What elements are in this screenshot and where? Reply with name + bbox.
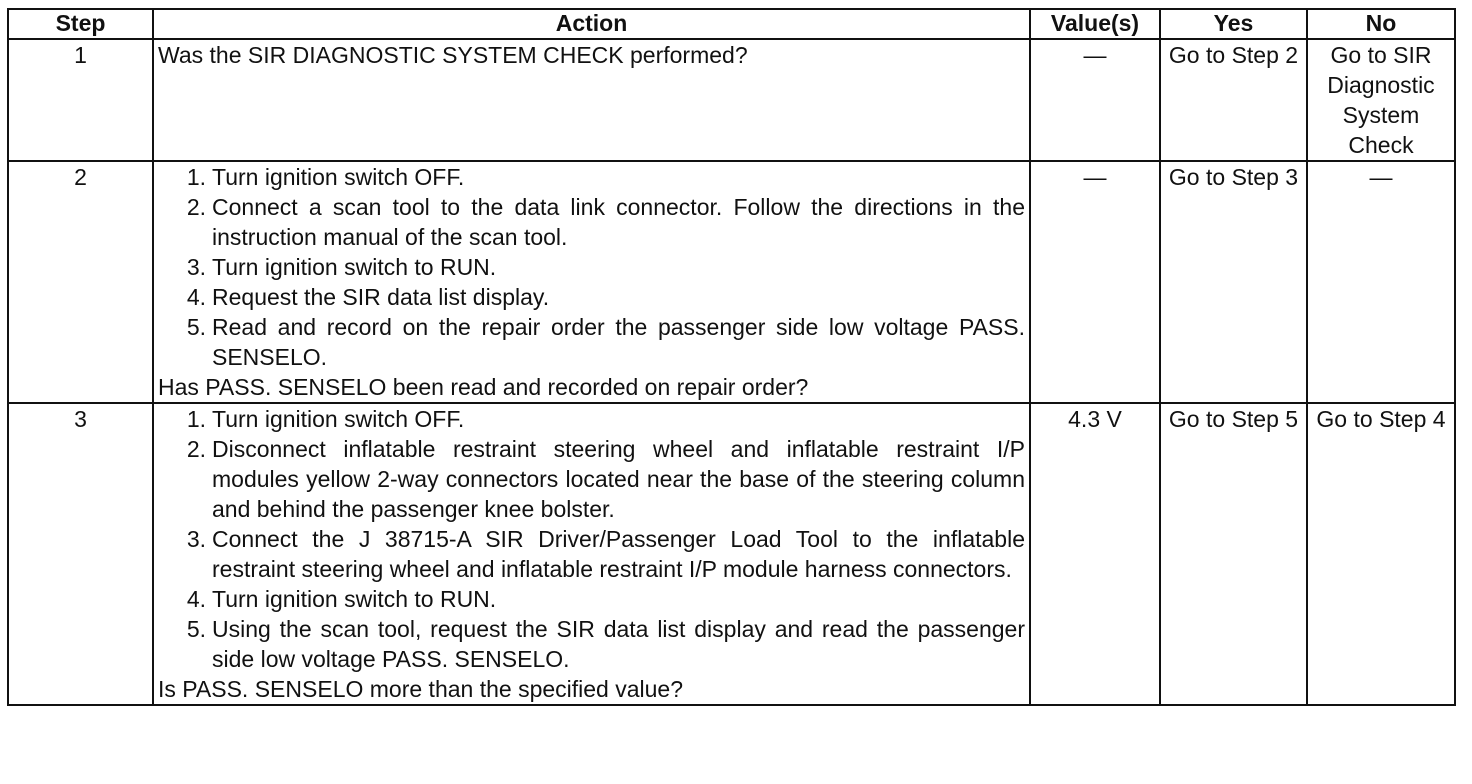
item-number: 1.: [186, 164, 206, 190]
item-number: 4.: [186, 586, 206, 612]
header-step: Step: [8, 9, 153, 39]
item-number: 2.: [186, 436, 206, 462]
header-yes: Yes: [1160, 9, 1307, 39]
item-number: 4.: [186, 284, 206, 310]
diagnostic-table: [7, 8, 1456, 706]
item-text: Turn ignition switch to RUN.: [212, 254, 497, 280]
table-row: [8, 161, 1455, 403]
action-question: Was the SIR DIAGNOSTIC SYSTEM CHECK performed?: [158, 42, 748, 68]
item-text: Disconnect inflatable restraint steering wheel and inflatable restraint I/P modules yellow 2-way connectors located near the base of the steering column and behind the passenger knee bolster.: [212, 436, 1025, 522]
step-number: 1: [8, 39, 153, 161]
action-item: [158, 524, 1025, 584]
action-cell: [153, 161, 1030, 403]
yes-cell: Go to Step 5: [1160, 403, 1307, 705]
item-text: Request the SIR data list display.: [212, 284, 550, 310]
header-action: Action: [153, 9, 1030, 39]
action-item: [158, 162, 1025, 192]
step-number: 2: [8, 161, 153, 403]
item-number: 1.: [186, 406, 206, 432]
header-row: [8, 9, 1455, 39]
item-text: Read and record on the repair order the passenger side low voltage PASS. SENSELO.: [212, 314, 1025, 370]
action-question: Is PASS. SENSELO more than the specified value?: [158, 676, 684, 702]
no-cell: —: [1307, 161, 1455, 403]
action-item: [158, 192, 1025, 252]
step-number: 3: [8, 403, 153, 705]
table-row: [8, 403, 1455, 705]
item-number: 3.: [186, 254, 206, 280]
action-item: [158, 404, 1025, 434]
action-cell: [153, 403, 1030, 705]
value-cell: —: [1030, 39, 1160, 161]
item-text: Using the scan tool, request the SIR data list display and read the passenger side low voltage PASS. SENSELO.: [212, 616, 1025, 672]
action-list: [158, 162, 1025, 372]
item-number: 5.: [186, 314, 206, 340]
value-cell: —: [1030, 161, 1160, 403]
action-item: [158, 282, 1025, 312]
item-text: Connect a scan tool to the data link connector. Follow the directions in the instruction manual of the scan tool.: [212, 194, 1025, 250]
no-cell: Go to Step 4: [1307, 403, 1455, 705]
no-cell: Go to SIR Diagnostic System Check: [1307, 39, 1455, 161]
action-item: [158, 584, 1025, 614]
item-text: Turn ignition switch to RUN.: [212, 586, 497, 612]
action-cell: [153, 39, 1030, 161]
header-no: No: [1307, 9, 1455, 39]
item-number: 5.: [186, 616, 206, 642]
yes-cell: Go to Step 2: [1160, 39, 1307, 161]
value-cell: 4.3 V: [1030, 403, 1160, 705]
action-question: Has PASS. SENSELO been read and recorded on repair order?: [158, 374, 809, 400]
action-item: [158, 312, 1025, 372]
item-text: Turn ignition switch OFF.: [212, 164, 465, 190]
action-item: [158, 614, 1025, 674]
item-number: 2.: [186, 194, 206, 220]
action-list: [158, 404, 1025, 674]
item-text: Connect the J 38715-A SIR Driver/Passenger Load Tool to the inflatable restraint steering wheel and inflatable restraint I/P module harness connectors.: [212, 526, 1025, 582]
item-number: 3.: [186, 526, 206, 552]
header-value: Value(s): [1030, 9, 1160, 39]
action-item: [158, 434, 1025, 524]
item-text: Turn ignition switch OFF.: [212, 406, 465, 432]
yes-cell: Go to Step 3: [1160, 161, 1307, 403]
action-item: [158, 252, 1025, 282]
table-row: [8, 39, 1455, 161]
